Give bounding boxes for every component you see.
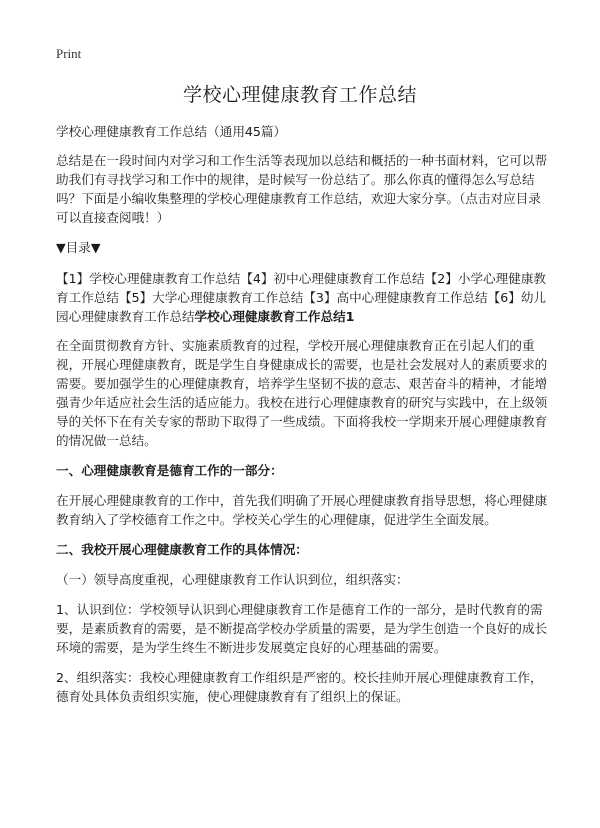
- document-subtitle: 学校心理健康教育工作总结（通用45篇）: [56, 124, 287, 139]
- body-paragraph-5: 2、组织落实：我校心理健康教育工作组织是严密的。校长挂帅开展心理健康教育工作，德育处具体负责组织实施，使心理健康教育有了组织上的保证。: [56, 670, 543, 704]
- body-paragraph-1: 在全面贯彻教育方针、实施素质教育的过程，学校开展心理健康教育正在引起人们的重视，开展心理健康教育，既是学生自身健康成长的需要，也是社会发展对人的素质要求的需要。要加强学生的心理健康教育，培养学生坚韧不拔的意志、艰苦奋斗的精神，才能增强青少年适应社会生活的适应能力。我校在进行心理健康教育的研究与实践中，在上级领导的关怀下在有关专家的帮助下取得了一些成绩。下面将我校一学期来开展心理健康教育的情况做一总结。: [56, 338, 548, 448]
- toc-link-4[interactable]: 【4】初中心理健康教育工作总结: [240, 271, 425, 286]
- section-heading-1: 一、心理健康教育是德育工作的一部分：: [56, 463, 283, 478]
- print-label: Print: [56, 46, 82, 61]
- toc-link-1[interactable]: 【1】学校心理健康教育工作总结: [56, 271, 241, 286]
- body-paragraph-3: （一）领导高度重视，心理健康教育工作认识到位，组织落实：: [56, 572, 409, 587]
- toc-link-3[interactable]: 【3】高中心理健康教育工作总结: [303, 290, 488, 305]
- toc-link-6[interactable]: 【6】幼儿园心理健康教育工作总结: [56, 290, 547, 324]
- toc-link-5[interactable]: 【5】大学心理健康教育工作总结: [118, 290, 304, 305]
- toc-label: ▼目录▼: [56, 240, 101, 255]
- toc-link-current[interactable]: 学校心理健康教育工作总结1: [194, 309, 355, 324]
- body-paragraph-2: 在开展心理健康教育的工作中，首先我们明确了开展心理健康教育指导思想，将心理健康教育纳入了学校德育工作之中。学校关心学生的心理健康，促进学生全面发展。: [56, 493, 548, 527]
- page-title: 学校心理健康教育工作总结: [182, 84, 417, 106]
- section-heading-2: 二、我校开展心理健康教育工作的具体情况：: [56, 542, 308, 557]
- intro-paragraph: 总结是在一段时间内对学习和工作生活等表现加以总结和概括的一种书面材料，它可以帮助我们有寻找学习和工作中的规律，是时候写一份总结了。那么你真的懂得怎么写总结吗？下面是小编收集整理的学校心理健康教育工作总结，欢迎大家分享。（点击对应目录可以直接查阅哦！）: [56, 153, 548, 225]
- toc-link-2[interactable]: 【2】小学心理健康教育工作总结: [56, 271, 547, 305]
- document-body: [56, 122, 548, 717]
- body-paragraph-4: 1、认识到位：学校领导认识到心理健康教育工作是德育工作的一部分，是时代教育的需要，是素质教育的需要，是不断提高学校办学质量的需要，是为学生创造一个良好的成长环境的需要，是为学生终生不断进步发展奠定良好的心理基础的需要。: [56, 602, 548, 655]
- table-of-contents: [56, 269, 548, 326]
